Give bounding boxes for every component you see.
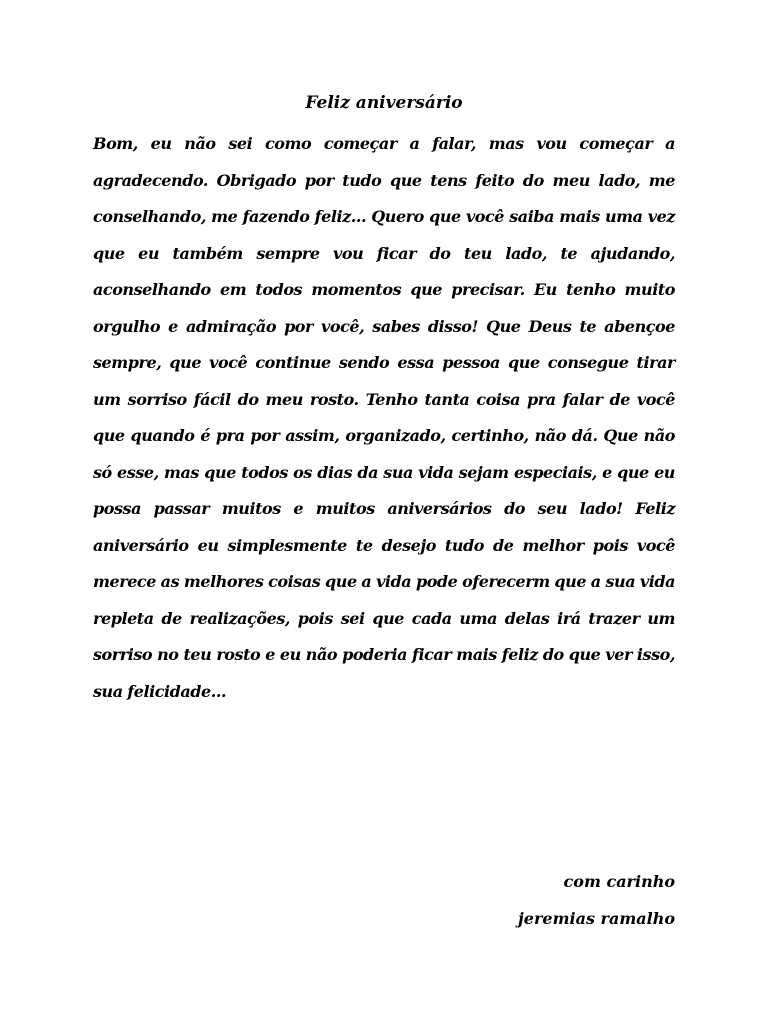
letter-title: Feliz aniversário [305,93,463,113]
closing-phrase: com carinho [563,872,675,891]
letter-body: Bom, eu não sei como começar a falar, mas vou começar a agradecendo. Obrigado por tudo que tens feito do meu lado, me conselhando, me fazendo feliz... Quero que você saiba mais uma vez que eu também sempre vou ficar do teu lado, te ajudando, aconselhando em todos momentos que precisar. Eu tenho muito orgulho e admiração por você, sabes disso! Que Deus te abençoe sempre, que você continue sendo essa pessoa que consegue tirar um sorriso fácil do meu rosto. Tenho tanta coisa pra falar de você que quando é pra por assim, organizado, certinho, não dá. Que não só esse, mas que todos os dias da sua vida sejam especiais, e que eu possa passar muitos e muitos aniversários do seu lado! Feliz aniversário eu simplesmente te desejo tudo de melhor pois você merece as melhores coisas que a vida pode oferecerm que a sua vida repleta de realizações, pois sei que cada uma delas irá trazer um sorriso no teu rosto e eu não poderia ficar mais feliz do que ver isso, sua felicidade... [93,134,675,701]
letter-closing-block [518,864,675,937]
signature-name: jeremias ramalho [517,908,675,928]
